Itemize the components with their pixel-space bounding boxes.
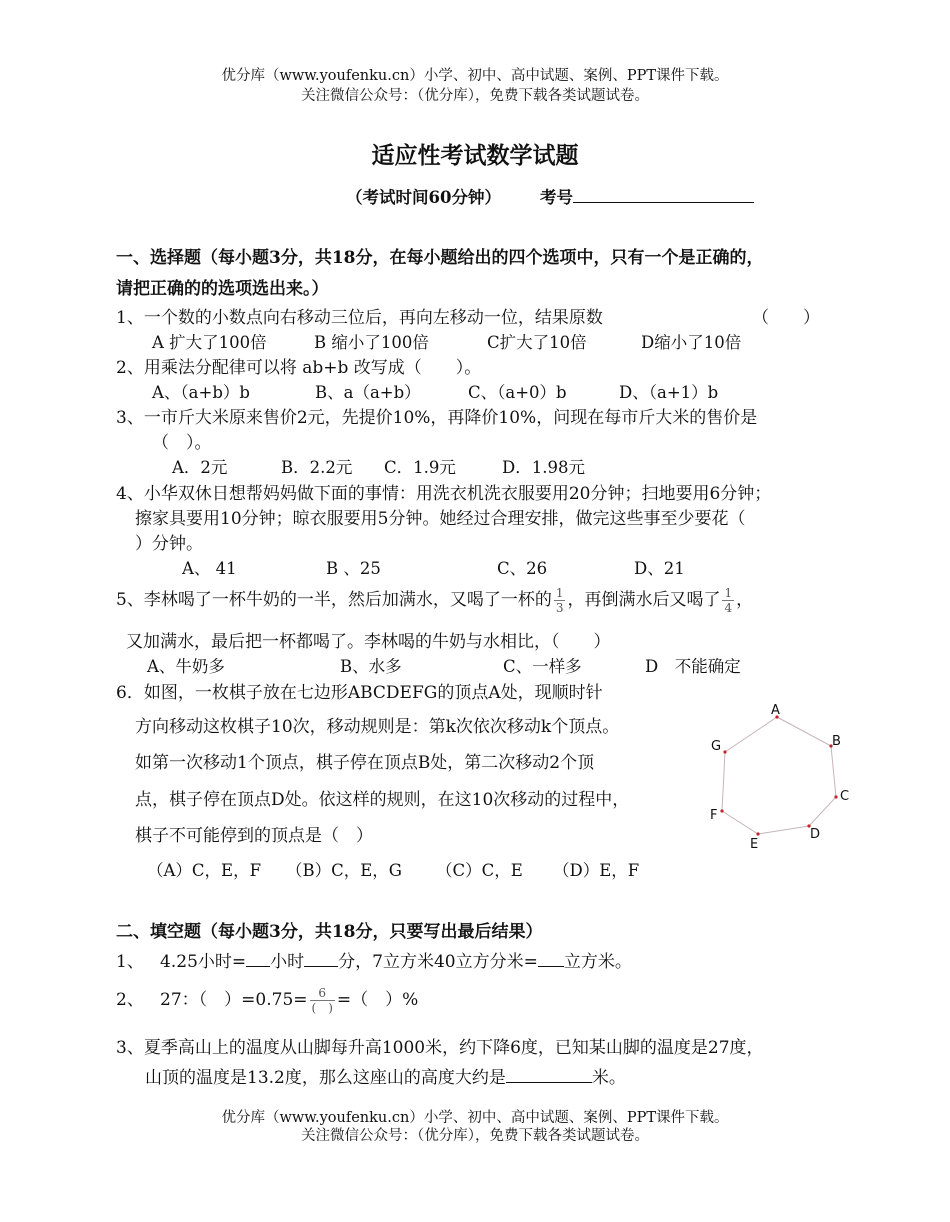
q2-option-c: C、（a+0）b: [468, 383, 567, 402]
q3-option-b: B．2.2元: [281, 458, 353, 477]
vertex-label-d: D: [810, 827, 821, 842]
fill-q3-line2: 山顶的温度是13.2度，那么这座山的高度大约是 米。: [145, 1063, 626, 1088]
vertex-g-dot: [723, 750, 726, 753]
fill-q1: 1、 4.25小时= 小时 分，7立方米40立方分米= 立方米。: [116, 947, 632, 972]
heptagon-outline: [722, 717, 836, 834]
q6-line1: 6．如图，一枚棋子放在七边形ABCDEFG的顶点A处，现顺时针: [116, 683, 603, 703]
q1-option-b: B 缩小了100倍: [314, 333, 429, 352]
footer-line-2: 关注微信公众号：（优分库），免费下载各类试题试卷。: [301, 1128, 649, 1144]
fill-q3-blank: [506, 1064, 592, 1083]
q1-option-a: A 扩大了100倍: [152, 333, 267, 352]
q3-option-d: D．1.98元: [502, 458, 585, 477]
q4-option-c: C、26: [497, 559, 548, 578]
heptagon-vertices: [720, 715, 837, 835]
fraction-one-third: $\frac{1}{3}$: [555, 586, 564, 615]
q6-option-a: （A）C，E，F: [147, 861, 262, 880]
q4-line1: 4、小华双休日想帮妈妈做下面的事情：用洗衣机洗衣服要用20分钟；扫地要用6分钟；: [116, 484, 772, 504]
q6-option-d: （D）E，F: [553, 861, 640, 880]
q6-line2: 方向移动这枚棋子10次，移动规则是：第k次依次移动k个顶点。: [135, 717, 620, 737]
q4-line3: ）分钟。: [135, 534, 203, 554]
exam-time: （考试时间60分钟）: [346, 188, 501, 207]
q4-option-b: B 、25: [326, 559, 381, 578]
page-title: 适应性考试数学试题: [371, 142, 579, 169]
q3-stem-line2: （ ）。: [152, 433, 212, 453]
fill-q1-blank-1: [246, 948, 270, 967]
fraction-one-quarter: $\frac{1}{4}$: [724, 586, 733, 615]
q4-option-d: D、21: [634, 559, 685, 578]
q6-line5: 棋子不可能停到的顶点是（ ）: [135, 826, 373, 846]
q4-option-a: A、 41: [182, 559, 237, 578]
q5-option-d: D 不能确定: [645, 657, 741, 676]
q5-option-c: C、一样多: [503, 657, 582, 676]
q5-line2: 又加满水，最后把一杯都喝了。李林喝的牛奶与水相比，（ ）: [126, 632, 611, 652]
q2-stem: 2、用乘法分配律可以将 ab+b 改写成（ ）。: [116, 358, 482, 378]
exam-number-blank: [573, 184, 754, 203]
q1-option-c: C扩大了10倍: [487, 333, 587, 352]
exam-number-label: 考号: [540, 184, 754, 208]
fraction-six-over-blank: $\frac{6}{( )}$: [311, 986, 333, 1015]
q1-option-d: D缩小了10倍: [641, 333, 742, 352]
q1-answer-paren: （ ）: [752, 308, 820, 328]
q5-option-a: A、牛奶多: [147, 657, 225, 676]
q1-stem: 1、一个数的小数点向右移动三位后，再向左移动一位，结果原数: [116, 308, 603, 328]
footer-line-1: 优分库（www.youfenku.cn）小学、初中、高中试题、案例、PPT课件下载。: [221, 1110, 729, 1126]
header-line-1: 优分库（www.youfenku.cn）小学、初中、高中试题、案例、PPT课件下载。: [221, 68, 729, 84]
q6-option-b: （B）C，E，G: [286, 861, 402, 880]
section1-heading-line2: 请把正确的的选项选出来。）: [116, 279, 329, 299]
q2-option-b: B、a（a+b）: [315, 383, 421, 402]
vertex-label-g: G: [711, 739, 722, 754]
q2-option-d: D、（a+1）b: [619, 383, 719, 402]
fill-q3-line1: 3、夏季高山上的温度从山脚每升高1000米，约下降6度，已知某山脚的温度是27度，: [116, 1038, 764, 1058]
q6-option-c: （C）C，E: [436, 861, 523, 880]
q3-option-a: A．2元: [172, 458, 228, 477]
vertex-f-dot: [720, 809, 723, 812]
fill-q2: 2、 27：（ ）=0.75= $\frac{6}{( )}$ =（ ）%: [116, 986, 419, 1015]
vertex-label-f: F: [710, 808, 718, 823]
q5-line1: 5、李林喝了一杯牛奶的一半，然后加满水，又喝了一杯的 $\frac{1}{3}$ ，再倒满水后又喝了 $\frac{1}{4}$ ，: [116, 586, 754, 615]
q6-line4: 点，棋子停在顶点D处。依这样的规则，在这10次移动的过程中，: [135, 790, 630, 810]
q5-option-b: B、水多: [340, 657, 402, 676]
vertex-label-e: E: [750, 837, 759, 852]
vertex-c-dot: [834, 795, 837, 798]
q3-stem: 3、一市斤大米原来售价2元，先提价10%，再降价10%，问现在每市斤大米的售价是: [116, 408, 758, 428]
fill-q1-blank-3: [538, 948, 564, 967]
heptagon-figure: [705, 700, 855, 855]
section2-heading: 二、填空题（每小题3分，共18分，只要写出最后结果）: [116, 922, 543, 942]
q4-line2: 擦家具要用10分钟；晾衣服要用5分钟。她经过合理安排，做完这些事至少要花（: [135, 509, 746, 529]
section1-heading-line1: 一、选择题（每小题3分，共18分，在每小题给出的四个选项中，只有一个是正确的，: [116, 248, 764, 268]
vertex-label-a: A: [771, 703, 780, 718]
fill-q1-blank-2: [304, 948, 338, 967]
q6-line3: 如第一次移动1个顶点，棋子停在顶点B处，第二次移动2个顶: [135, 753, 595, 773]
q2-option-a: A、（a+b）b: [152, 383, 250, 402]
vertex-e-dot: [756, 832, 759, 835]
vertex-label-b: B: [832, 734, 841, 749]
q3-option-c: C．1.9元: [384, 458, 456, 477]
header-line-2: 关注微信公众号：（优分库），免费下载各类试题试卷。: [301, 88, 649, 104]
vertex-label-c: C: [840, 789, 850, 804]
